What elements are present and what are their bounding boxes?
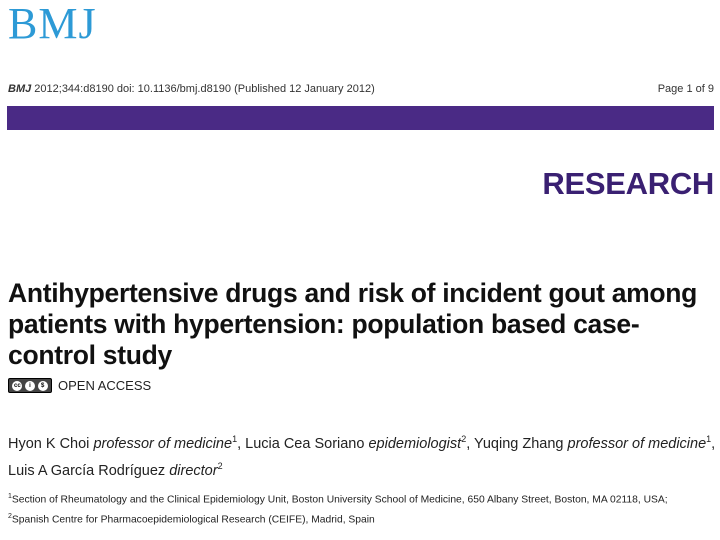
author-name: Luis A García Rodríguez — [8, 462, 166, 479]
author-role: epidemiologist — [368, 435, 462, 452]
author-name: Lucia Cea Soriano — [245, 435, 365, 452]
affiliation-text: Section of Rheumatology and the Clinical Epidemiology Unit, Boston University School of Medicine, 650 Albany Street, Boston, MA 02118, USA; — [11, 494, 668, 506]
journal-logo: BMJ — [8, 0, 97, 48]
affiliation-item — [8, 488, 720, 508]
citation-details: 2012;344:d8190 doi: 10.1136/bmj.d8190 (Published 12 January 2012) — [31, 83, 375, 95]
author-name: Hyon K Choi — [8, 435, 90, 452]
open-access-badge — [8, 378, 151, 393]
affiliation-number: 2 — [8, 513, 12, 521]
article-title: Antihypertensive drugs and risk of incident gout among patients with hypertension: population based case-control study — [8, 278, 698, 370]
author-list — [8, 428, 718, 482]
author-separator: , — [711, 435, 716, 452]
affiliation-text: Spanish Centre for Pharmacoepidemiological Research (CEIFE), Madrid, Spain — [11, 514, 375, 526]
author-role: professor of medicine — [93, 435, 233, 452]
affiliation-list — [8, 488, 720, 529]
affiliation-item — [8, 508, 720, 528]
page-number: Page 1 of 9 — [657, 83, 714, 95]
citation-journal: BMJ — [8, 83, 32, 95]
open-access-label: OPEN ACCESS — [58, 378, 152, 393]
citation-line — [8, 83, 375, 95]
section-label: RESEARCH — [542, 166, 714, 201]
affiliation-number: 1 — [8, 493, 12, 500]
author-role: director — [169, 462, 218, 479]
author-affiliation-ref: 1 — [706, 434, 712, 444]
author-separator: , — [237, 435, 246, 452]
author-affiliation-ref: 2 — [217, 460, 223, 471]
author-name: Yuqing Zhang — [474, 435, 564, 452]
author-separator: , — [466, 435, 474, 452]
author-role: professor of medicine — [567, 435, 707, 452]
author-affiliation-ref: 2 — [461, 434, 467, 444]
author-affiliation-ref: 1 — [232, 434, 238, 444]
header-band — [7, 106, 714, 130]
creative-commons-by-nc-icon: cc i $ — [8, 378, 52, 393]
